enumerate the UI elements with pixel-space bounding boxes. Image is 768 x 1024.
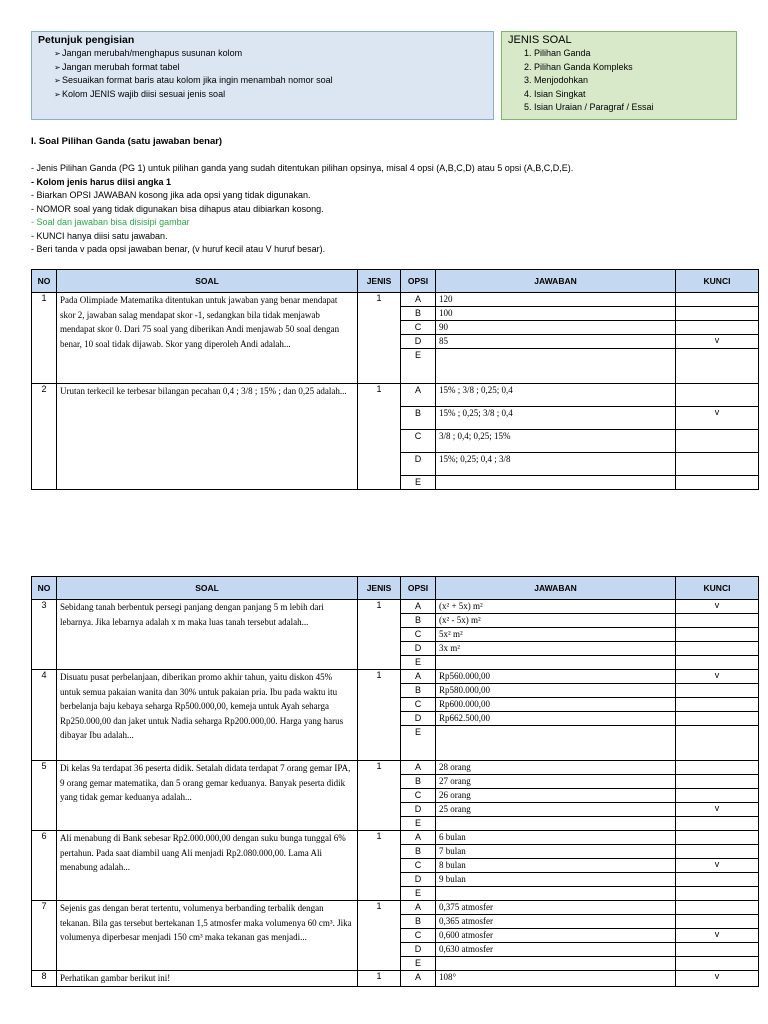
option-letter: B <box>401 684 436 698</box>
column-header-soal: SOAL <box>57 270 358 293</box>
answer-text: 15%; 0,25; 0,4 ; 3/8 <box>436 453 676 476</box>
answer-text: 15% ; 3/8 ; 0,25; 0,4 <box>436 384 676 407</box>
table-row <box>32 293 759 307</box>
option-letter: D <box>401 943 436 957</box>
type-item: 4. Isian Singkat <box>524 88 586 99</box>
answer-text: 7 bulan <box>436 845 676 859</box>
answer-text: 85 <box>436 335 676 349</box>
option-letter: B <box>401 407 436 430</box>
question-number: 1 <box>32 293 57 384</box>
answer-text: 25 orang <box>436 803 676 817</box>
answer-text <box>436 957 676 971</box>
answer-key: v <box>676 929 759 943</box>
answer-text: 3x m² <box>436 642 676 656</box>
option-letter: D <box>401 803 436 817</box>
question-text: Di kelas 9a terdapat 36 peserta didik. Setalah didata terdapat 7 orang gemar IPA, 9 orang gemar matematika, dan 5 orang gemar keduanya. Banyak peserta didik yang tidak gemar keduanya adalah... <box>57 761 358 831</box>
option-letter: E <box>401 349 436 384</box>
option-letter: A <box>401 384 436 407</box>
question-type: 1 <box>358 761 401 831</box>
answer-text: Rp580.000,00 <box>436 684 676 698</box>
option-letter: E <box>401 656 436 670</box>
answer-text: 26 orang <box>436 789 676 803</box>
answer-key <box>676 957 759 971</box>
option-letter: E <box>401 887 436 901</box>
answer-key: v <box>676 335 759 349</box>
answer-key <box>676 628 759 642</box>
question-number: 4 <box>32 670 57 761</box>
answer-text: 0,600 atmosfer <box>436 929 676 943</box>
answer-key <box>676 656 759 670</box>
question-type: 1 <box>358 384 401 490</box>
type-item: 1. Pilihan Ganda <box>524 48 591 58</box>
answer-text: 8 bulan <box>436 859 676 873</box>
answer-key <box>676 642 759 656</box>
answer-text: 3/8 ; 0,4; 0,25; 15% <box>436 430 676 453</box>
answer-key <box>676 761 759 775</box>
question-text: Perhatikan gambar berikut ini! <box>57 971 358 987</box>
answer-text: 90 <box>436 321 676 335</box>
notes <box>31 162 573 257</box>
table-row <box>32 670 759 684</box>
question-number: 7 <box>32 901 57 971</box>
question-text: Pada Olimpiade Matematika ditentukan untuk jawaban yang benar mendapat skor 2, jawaban salag mendapat skor -1, sedangkan bila tidak menjawab mendapat skor 0. Dari 75 soal yang diberikan Andi menjawab 50 soal dengan benar, 10 soal tidak dijawab. Skor yang diperoleh Andi adalah... <box>57 293 358 384</box>
instruction-item: ➢ Jangan merubah format tabel <box>32 61 493 75</box>
arrow-bullet-icon: ➢ <box>54 76 61 85</box>
answer-key: v <box>676 971 759 987</box>
note-line: - NOMOR soal yang tidak digunakan bisa dihapus atau dibiarkan kosong. <box>31 203 324 214</box>
option-letter: B <box>401 915 436 929</box>
answer-text: 5x² m² <box>436 628 676 642</box>
option-letter: C <box>401 859 436 873</box>
option-letter: E <box>401 957 436 971</box>
answer-text: 6 bulan <box>436 831 676 845</box>
answer-key <box>676 789 759 803</box>
answer-key: v <box>676 670 759 684</box>
answer-key <box>676 430 759 453</box>
answer-text <box>436 656 676 670</box>
arrow-bullet-icon: ➢ <box>54 89 61 99</box>
column-header-no: NO <box>32 577 57 600</box>
column-header-kunci: KUNCI <box>676 577 759 600</box>
arrow-bullet-icon: ➢ <box>54 49 61 58</box>
answer-text: 100 <box>436 307 676 321</box>
answer-key <box>676 887 759 901</box>
option-letter: A <box>401 831 436 845</box>
answer-text: 28 orang <box>436 761 676 775</box>
answer-key <box>676 817 759 831</box>
answer-key <box>676 698 759 712</box>
answer-key <box>676 349 759 384</box>
answer-key <box>676 845 759 859</box>
note-line: - Beri tanda v pada opsi jawaban benar, (v huruf kecil atau V huruf besar). <box>31 244 326 254</box>
type-item: 5. Isian Uraian / Paragraf / Essai <box>524 102 654 112</box>
question-number: 6 <box>32 831 57 901</box>
option-letter: B <box>401 614 436 628</box>
answer-key <box>676 915 759 929</box>
question-number: 8 <box>32 971 57 987</box>
option-letter: D <box>401 873 436 887</box>
answer-text: 0,375 atmosfer <box>436 901 676 915</box>
type-item: 3. Menjodohkan <box>524 75 589 85</box>
answer-key <box>676 384 759 407</box>
option-letter: E <box>401 476 436 490</box>
option-letter: B <box>401 845 436 859</box>
instructions-box <box>31 31 494 120</box>
answer-key <box>676 831 759 845</box>
option-letter: C <box>401 929 436 943</box>
table-header-row <box>32 270 759 293</box>
option-letter: A <box>401 293 436 307</box>
table-row <box>32 901 759 915</box>
question-text: Disuatu pusat perbelanjaan, diberikan promo akhir tahun, yaitu diskon 45% untuk semua pakaian wanita dan 30% untuk pakaian pria. Ibu pada waktu itu berbelanja baju kebaya seharga Rp500.000,00, kemeja untuk Ayah seharga Rp250.000,00 dan jaket untuk Nadia seharga Rp200.000,00. Harga yang harus dibayar Ibu adalah... <box>57 670 358 761</box>
option-letter: C <box>401 321 436 335</box>
option-letter: A <box>401 600 436 614</box>
instruction-item: ➢ Kolom JENIS wajib diisi sesuai jenis soal <box>32 88 493 102</box>
question-types-title: JENIS SOAL <box>508 34 572 46</box>
answer-text <box>436 726 676 761</box>
column-header-soal: SOAL <box>57 577 358 600</box>
column-header-jawaban: JAWABAN <box>436 270 676 293</box>
table-row <box>32 600 759 614</box>
column-header-no: NO <box>32 270 57 293</box>
option-letter: A <box>401 670 436 684</box>
option-letter: E <box>401 726 436 761</box>
instruction-item: ➢ Sesuaikan format baris atau kolom jika ingin menambah nomor soal <box>32 74 493 88</box>
option-letter: B <box>401 775 436 789</box>
note-line: - Jenis Pilihan Ganda (PG 1) untuk pilihan ganda yang sudah ditentukan pilihan opsinya, misal 4 opsi (A,B,C,D) atau 5 opsi (A,B,C,D,E). <box>31 163 574 173</box>
answer-key <box>676 307 759 321</box>
answer-key <box>676 684 759 698</box>
arrow-bullet-icon: ➢ <box>54 62 61 72</box>
answer-key: v <box>676 859 759 873</box>
table-row <box>32 761 759 775</box>
answer-text: 27 orang <box>436 775 676 789</box>
question-type: 1 <box>358 600 401 670</box>
answer-text: 0,630 atmosfer <box>436 943 676 957</box>
section-title: I. Soal Pilihan Ganda (satu jawaban benar) <box>31 136 223 147</box>
answer-text <box>436 476 676 490</box>
answer-text: 9 bulan <box>436 873 676 887</box>
answer-key <box>676 726 759 761</box>
question-type: 1 <box>358 971 401 987</box>
answer-key <box>676 873 759 887</box>
question-type: 1 <box>358 831 401 901</box>
option-letter: E <box>401 817 436 831</box>
option-letter: A <box>401 971 436 987</box>
question-type: 1 <box>358 901 401 971</box>
question-number: 3 <box>32 600 57 670</box>
instructions-title: Petunjuk pengisian <box>38 34 135 46</box>
column-header-opsi: OPSI <box>401 577 436 600</box>
column-header-opsi: OPSI <box>401 270 436 293</box>
option-letter: D <box>401 453 436 476</box>
question-text: Sejenis gas dengan berat tertentu, volumenya berbanding terbalik dengan tekanan. Bila gas tersebut bertekanan 1,5 atmosfer maka volumenya 60 cm³. Jika volumenya diperbesar menjadi 150 cm³ maka tekanan gas menjadi... <box>57 901 358 971</box>
answer-key <box>676 901 759 915</box>
note-line: - Biarkan OPSI JAWABAN kosong jika ada opsi yang tidak digunakan. <box>31 190 311 200</box>
question-types-box <box>501 31 737 120</box>
answer-text: 15% ; 0,25; 3/8 ; 0,4 <box>436 407 676 430</box>
answer-key <box>676 453 759 476</box>
question-type: 1 <box>358 293 401 384</box>
question-text: Sebidang tanah berbentuk persegi panjang dengan panjang 5 m lebih dari lebarnya. Jika lebarnya adalah x m maka luas tanah tersebut adalah... <box>57 600 358 670</box>
answer-text: (x² + 5x) m² <box>436 600 676 614</box>
table-row <box>32 384 759 407</box>
answer-text: Rp560.000,00 <box>436 670 676 684</box>
question-type: 1 <box>358 670 401 761</box>
answer-text: 0,365 atmosfer <box>436 915 676 929</box>
answer-text: Rp662.500,00 <box>436 712 676 726</box>
option-letter: A <box>401 901 436 915</box>
column-header-jenis: JENIS <box>358 270 401 293</box>
option-letter: D <box>401 335 436 349</box>
answer-key <box>676 712 759 726</box>
instruction-item: ➢ Jangan merubah/menghapus susunan kolom <box>32 47 493 61</box>
answer-key <box>676 775 759 789</box>
question-text: Urutan terkecil ke terbesar bilangan pecahan 0,4 ; 3/8 ; 15% ; dan 0,25 adalah... <box>57 384 358 490</box>
instructions-list <box>32 47 493 101</box>
table-row <box>32 831 759 845</box>
option-letter: C <box>401 789 436 803</box>
question-text: Ali menabung di Bank sebesar Rp2.000.000,00 dengan suku bunga tunggal 6% pertahun. Pada saat diambil uang Ali menjadi Rp2.080.000,00. Lama Ali menabung adalah... <box>57 831 358 901</box>
option-letter: B <box>401 307 436 321</box>
answer-text: 108° <box>436 971 676 987</box>
option-letter: A <box>401 761 436 775</box>
type-item: 2. Pilihan Ganda Kompleks <box>524 61 633 72</box>
note-line: - Kolom jenis harus diisi angka 1 <box>31 176 172 187</box>
answer-key <box>676 293 759 307</box>
question-table-2 <box>31 576 759 987</box>
answer-key <box>676 321 759 335</box>
answer-key: v <box>676 803 759 817</box>
answer-key <box>676 476 759 490</box>
question-types-list <box>502 47 736 115</box>
note-line: - Soal dan jawaban bisa disisipi gambar <box>31 217 190 227</box>
option-letter: D <box>401 712 436 726</box>
answer-text: Rp600.000,00 <box>436 698 676 712</box>
answer-text: 120 <box>436 293 676 307</box>
question-table-1 <box>31 269 759 490</box>
table-header-row <box>32 577 759 600</box>
answer-text <box>436 349 676 384</box>
column-header-jawaban: JAWABAN <box>436 577 676 600</box>
column-header-kunci: KUNCI <box>676 270 759 293</box>
question-number: 2 <box>32 384 57 490</box>
note-line: - KUNCI hanya diisi satu jawaban. <box>31 230 168 241</box>
answer-key <box>676 943 759 957</box>
answer-key: v <box>676 600 759 614</box>
option-letter: D <box>401 642 436 656</box>
option-letter: C <box>401 628 436 642</box>
answer-key: v <box>676 407 759 430</box>
answer-text: (x² - 5x) m² <box>436 614 676 628</box>
answer-text <box>436 817 676 831</box>
question-number: 5 <box>32 761 57 831</box>
answer-text <box>436 887 676 901</box>
option-letter: C <box>401 430 436 453</box>
option-letter: C <box>401 698 436 712</box>
column-header-jenis: JENIS <box>358 577 401 600</box>
table-row <box>32 971 759 987</box>
answer-key <box>676 614 759 628</box>
